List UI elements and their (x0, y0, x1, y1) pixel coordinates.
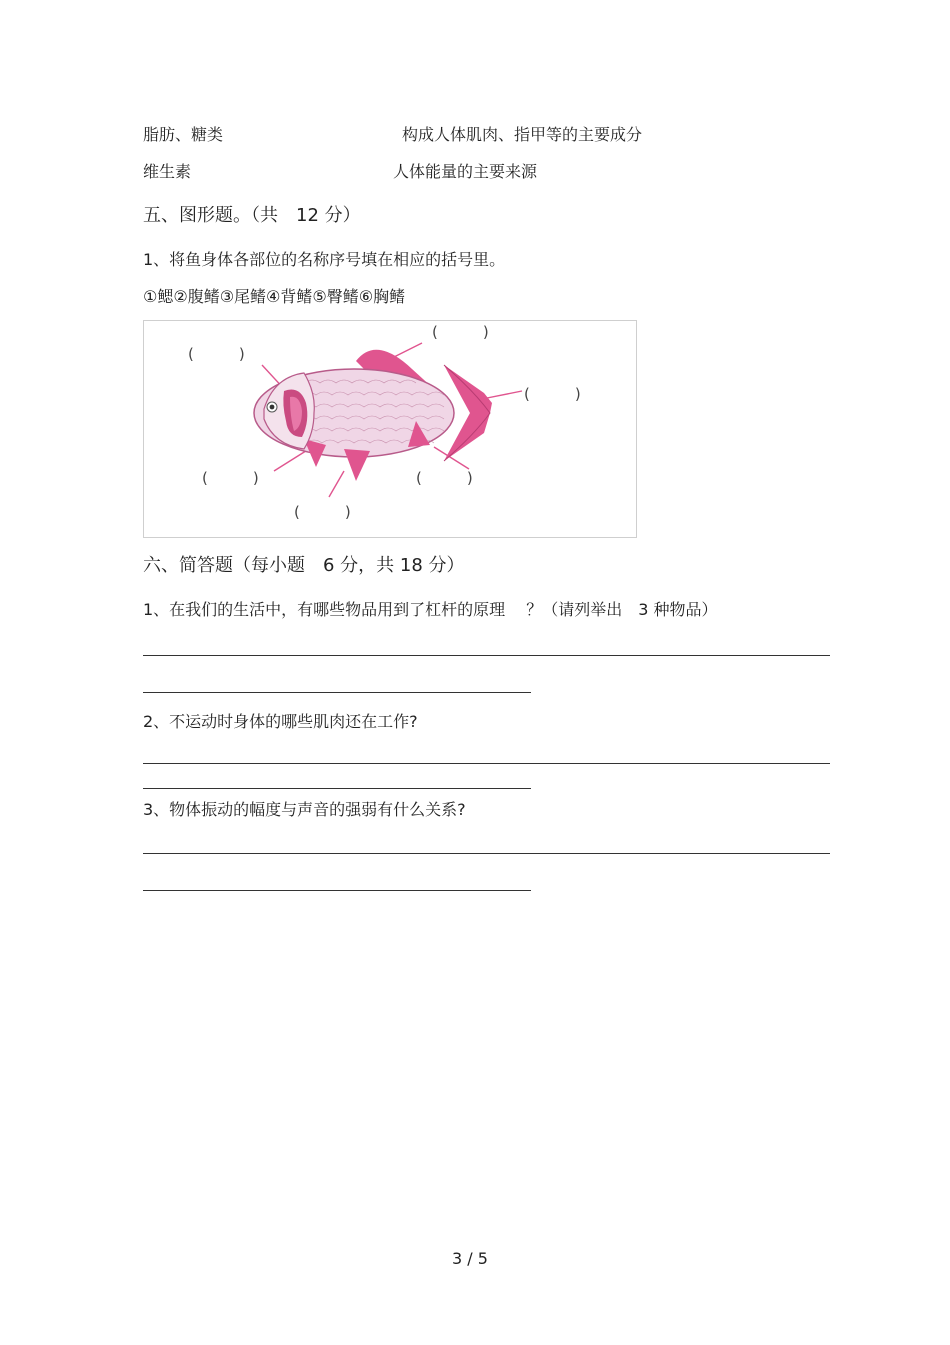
section6-heading: 六、简答题（每小题 6 分，共 18 分） (143, 555, 465, 576)
answer-line-1a[interactable] (143, 655, 830, 656)
answer-line-3a[interactable] (143, 853, 830, 854)
match-left-1: 脂肪、糖类 (143, 125, 224, 144)
answer-line-3b[interactable] (143, 890, 531, 891)
page-number: 3 / 5 (452, 1249, 488, 1268)
fish-blank-1[interactable]: ( ) (188, 345, 245, 363)
fish-blank-3[interactable]: ( ) (524, 385, 581, 403)
section6-question-2: 2、不运动时身体的哪些肌肉还在工作? (143, 712, 418, 731)
fish-blank-5[interactable]: ( ) (416, 469, 473, 487)
fish-part-options: ①鳃②腹鳍③尾鳍④背鳍⑤臀鳍⑥胸鳍 (143, 287, 406, 306)
section6-question-1: 1、在我们的生活中，有哪些物品用到了杠杆的原理 ？（请列举出 3 种物品） (143, 600, 718, 619)
fish-blank-2[interactable]: ( ) (432, 323, 489, 341)
answer-line-2b[interactable] (143, 788, 531, 789)
answer-line-2a[interactable] (143, 763, 830, 764)
section5-question-1: 1、将鱼身体各部位的名称序号填在相应的括号里。 (143, 250, 506, 269)
section6-question-3: 3、物体振动的幅度与声音的强弱有什么关系? (143, 800, 466, 819)
answer-line-1b[interactable] (143, 692, 531, 693)
match-right-1: 构成人体肌肉、指甲等的主要成分 (402, 125, 643, 144)
match-left-2: 维生素 (143, 162, 192, 181)
fish-blank-6[interactable]: ( ) (294, 503, 351, 521)
match-right-2: 人体能量的主要来源 (393, 162, 538, 181)
fish-diagram (143, 320, 637, 538)
section5-heading: 五、图形题。（共 12 分） (143, 205, 361, 226)
fish-blank-4[interactable]: ( ) (202, 469, 259, 487)
